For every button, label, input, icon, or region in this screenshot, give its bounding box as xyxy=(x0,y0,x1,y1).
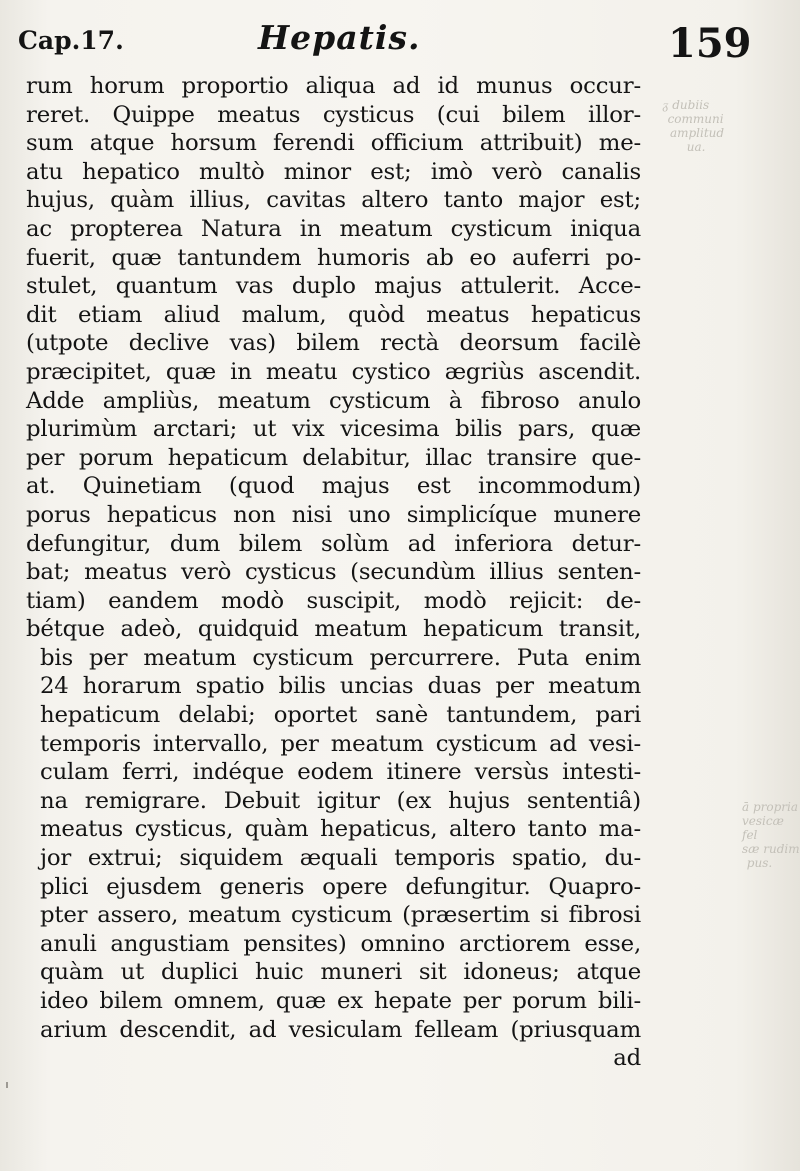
body-line: na remigrare. Debuit igitur (ex hujus sententiâ) xyxy=(40,787,641,814)
body-line: (utpote declive vas) bilem rectà deorsum facilè xyxy=(26,330,641,357)
body-line: arium descendit, ad vesiculam felleam (priusquam xyxy=(40,1016,641,1043)
body-line: at. Quinetiam (quod majus est incommodum) xyxy=(26,473,641,500)
running-head xyxy=(0,16,800,72)
body-line: pter assero, meatum cysticum (præsertim si fibrosi xyxy=(40,902,641,929)
body-line: stulet, quantum vas duplo majus attulerit. Acce- xyxy=(26,273,641,300)
body-line: ac propterea Natura in meatum cysticum iniqua xyxy=(26,215,641,242)
body-line: atu hepatico multò minor est; imò verò canalis xyxy=(26,158,641,185)
body-line: præcipitet, quæ in meatu cystico ægriùs ascendit. xyxy=(26,358,641,385)
body-line: Adde ampliùs, meatum cysticum à fibroso anulo xyxy=(26,387,641,414)
bleed-through-marks-top: ᵹ dubiis communi amplitud ua. xyxy=(646,98,725,154)
body-line: reret. Quippe meatus cysticus (cui bilem illor- xyxy=(26,101,641,128)
body-line: sum atque horsum ferendi officium attribuit) me- xyxy=(26,130,641,157)
body-line: meatus cysticus, quàm hepaticus, altero tanto ma- xyxy=(40,816,641,843)
body-line: culam ferri, indéque eodem itinere versùs intesti- xyxy=(40,759,641,786)
body-line: plurimùm arctari; ut vix vicesima bilis pars, quæ xyxy=(26,416,641,443)
body-line: dit etiam aliud malum, quòd meatus hepaticus xyxy=(26,301,641,328)
chapter-label: Cap.17. xyxy=(18,26,124,55)
body-line: hepaticum delabi; oportet sanè tantundem, pari xyxy=(40,702,641,729)
body-line: defungitur, dum bilem solùm ad inferiora detur- xyxy=(26,530,641,557)
body-line: ad xyxy=(613,1045,641,1072)
body-line: quàm ut duplici huic muneri sit idoneus; atque xyxy=(40,959,641,986)
body-line: hujus, quàm illius, cavitas altero tanto major est; xyxy=(26,187,641,214)
body-line: bat; meatus verò cysticus (secundùm illius senten- xyxy=(26,559,641,586)
body-line: bétque adeò, quidquid meatum hepaticum transit, xyxy=(26,616,641,643)
body-line: per porum hepaticum delabitur, illac transire que- xyxy=(26,444,641,471)
page-number: 159 xyxy=(668,20,752,67)
body-line: tiam) eandem modò suscipit, modò rejicit: de- xyxy=(26,587,641,614)
body-text xyxy=(26,72,641,1073)
body-line: anuli angustiam pensites) omnino arctiorem esse, xyxy=(40,930,641,957)
body-line: porus hepaticus non nisi uno simplicíque munere xyxy=(26,501,641,528)
body-line: ideo bilem omnem, quæ ex hepate per porum bili- xyxy=(40,988,641,1014)
bleed-through-marks-middle: ā propria vesicæ fel sæ rudim pus. xyxy=(742,800,800,870)
ink-speck xyxy=(6,1082,8,1088)
body-line: plici ejusdem generis opere defungitur. Quapro- xyxy=(40,873,641,900)
body-line: fuerit, quæ tantundem humoris ab eo auferri po- xyxy=(26,244,641,271)
body-line: jor extrui; siquidem æquali temporis spatio, du- xyxy=(40,845,641,872)
body-line: rum horum proportio aliqua ad id munus occur- xyxy=(26,73,641,99)
body-line: 24 horarum spatio bilis uncias duas per meatum xyxy=(40,673,641,700)
running-title: Hepatis. xyxy=(258,18,421,57)
body-line: bis per meatum cysticum percurrere. Puta enim xyxy=(40,644,641,671)
body-line: temporis intervallo, per meatum cysticum ad vesi- xyxy=(40,730,641,757)
